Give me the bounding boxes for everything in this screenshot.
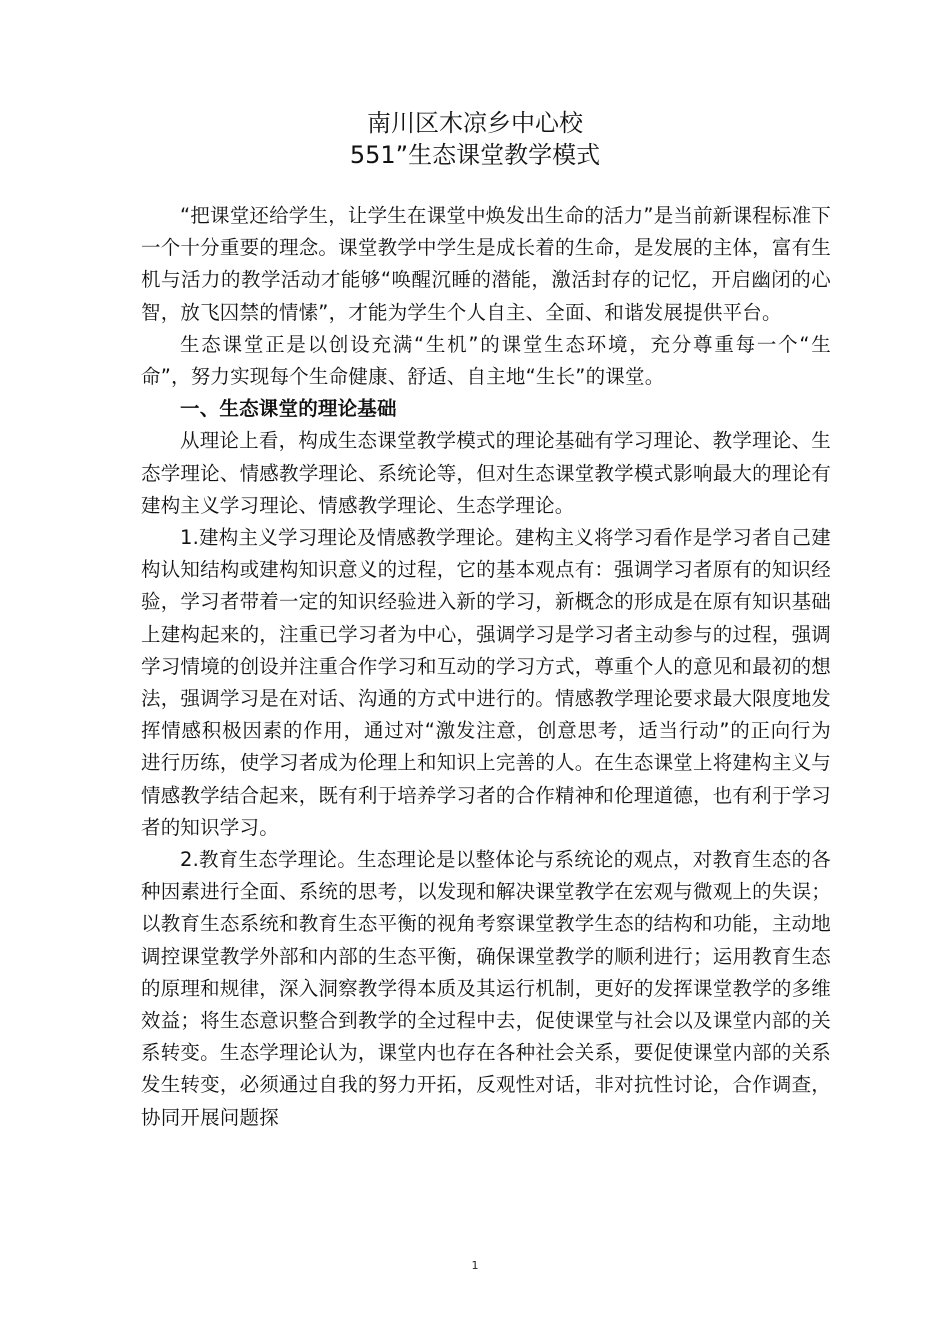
page-number: 1 bbox=[471, 1259, 479, 1272]
title-line-school: 南川区木凉乡中心校 bbox=[367, 109, 583, 137]
document-body bbox=[141, 200, 831, 1134]
document-title bbox=[0, 107, 950, 171]
paragraph-definition: 生态课堂正是以创设充满“生机”的课堂生态环境，充分尊重每一个“生命”，努力实现每个生命健康、舒适、自主地“生长”的课堂。 bbox=[141, 332, 831, 389]
paragraph-theory-overview: 从理论上看，构成生态课堂教学模式的理论基础有学习理论、教学理论、生态学理论、情感教学理论、系统论等，但对生态课堂教学模式影响最大的理论有建构主义学习理论、情感教学理论、生态学理论。 bbox=[141, 429, 831, 517]
title-line-model: 551”生态课堂教学模式 bbox=[349, 141, 601, 169]
paragraph-ecology: 2.教育生态学理论。生态理论是以整体论与系统论的观点，对教育生态的各种因素进行全面、系统的思考，以发现和解决课堂教学在宏观与微观上的失误；以教育生态系统和教育生态平衡的视角考察课堂教学生态的结构和功能，主动地调控课堂教学外部和内部的生态平衡，确保课堂教学的顺利进行；运用教育生态的原理和规律，深入洞察教学得本质及其运行机制，更好的发挥课堂教学的多维效益；将生态意识整合到教学的全过程中去，促使课堂与社会以及课堂内部的关系转变。生态学理论认为，课堂内也存在各种社会关系，要促使课堂内部的关系发生转变，必须通过自我的努力开拓，反观性对话，非对抗性讨论，合作调查，协同开展问题探 bbox=[141, 848, 831, 1129]
section-heading-theory: 一、生态课堂的理论基础 bbox=[180, 397, 397, 421]
paragraph-constructivism: 1.建构主义学习理论及情感教学理论。建构主义将学习看作是学习者自己建构认知结构或建构知识意义的过程，它的基本观点有：强调学习者原有的知识经验，学习者带着一定的知识经验进入新的学习，新概念的形成是在原有知识基础上建构起来的，注重已学习者为中心，强调学习是学习者主动参与的过程，强调学习情境的创设并注重合作学习和互动的学习方式，尊重个人的意见和最初的想法，强调学习是在对话、沟通的方式中进行的。情感教学理论要求最大限度地发挥情感积极因素的作用，通过对“激发注意，创意思考，适当行动”的正向行为进行历练，使学习者成为伦理上和知识上完善的人。在生态课堂上将建构主义与情感教学结合起来，既有利于培养学习者的合作精神和伦理道德，也有利于学习者的知识学习。 bbox=[141, 526, 831, 839]
paragraph-intro: “把课堂还给学生，让学生在课堂中焕发出生命的活力”是当前新课程标准下一个十分重要的理念。课堂教学中学生是成长着的生命，是发展的主体，富有生机与活力的教学活动才能够“唤醒沉睡的潜能，激活封存的记忆，开启幽闭的心智，放飞囚禁的情愫”，才能为学生个人自主、全面、和谐发展提供平台。 bbox=[141, 204, 832, 324]
